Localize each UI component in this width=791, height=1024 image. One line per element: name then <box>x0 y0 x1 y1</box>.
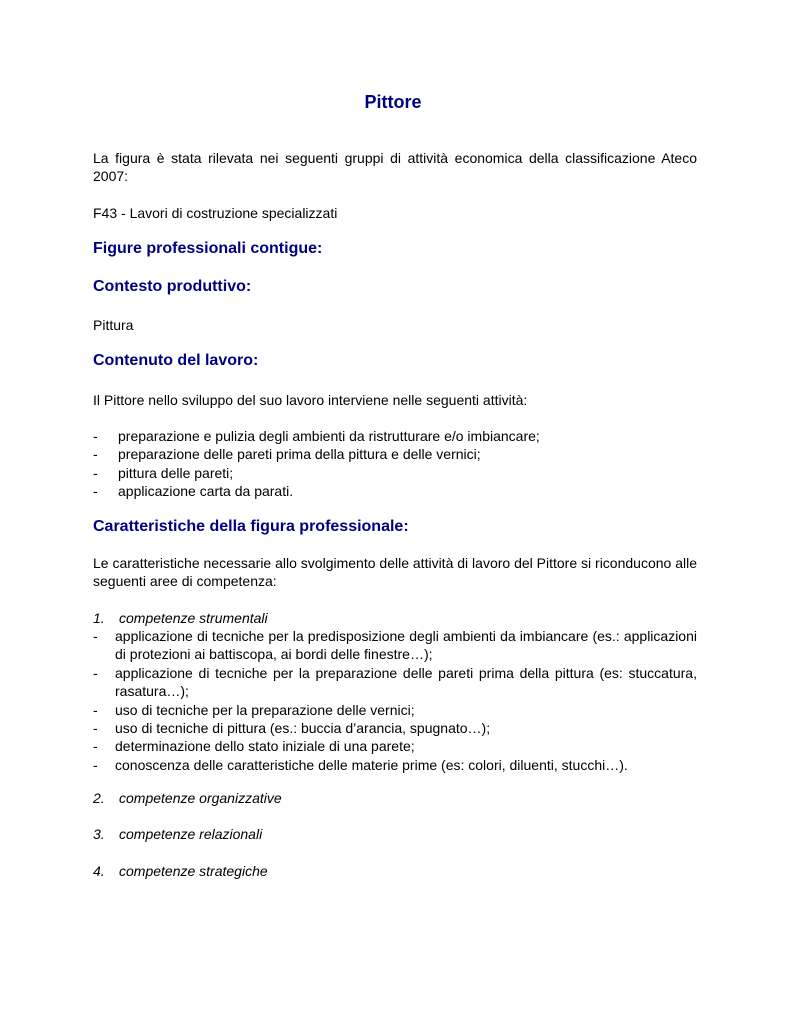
list-item <box>93 464 697 482</box>
activity-text: preparazione delle pareti prima della pittura e delle vernici; <box>118 446 481 463</box>
strumentali-text: determinazione dello stato iniziale di una parete; <box>115 738 415 755</box>
strumentali-text: uso di tecniche di pittura (es.: buccia d’arancia, spugnato…); <box>115 720 491 737</box>
competence-1: 1. competenze strumentali <box>93 610 268 626</box>
activity-text: applicazione carta da parati. <box>118 483 294 500</box>
heading-figure-contigue: Figure professionali contigue: <box>93 240 323 257</box>
list-item <box>93 756 697 774</box>
activity-text: pittura delle pareti; <box>118 464 234 481</box>
competence-4: 4. competenze strategiche <box>93 863 268 879</box>
intro-paragraph: La figura è stata rilevata nei seguenti gruppi di attività economica della classificazione Ateco 2007: <box>93 150 697 184</box>
list-item <box>93 482 697 500</box>
page-title: Pittore <box>364 92 422 112</box>
ateco-group: F43 - Lavori di costruzione specializzati <box>93 205 338 221</box>
heading-caratteristiche: Caratteristiche della figura professionale: <box>93 518 409 535</box>
bullet-marker: - <box>93 738 98 755</box>
activities-list <box>93 427 697 501</box>
bullet-marker: - <box>93 628 98 644</box>
competence-2: 2. competenze organizzative <box>93 790 282 806</box>
strumentali-text: uso di tecniche per la preparazione delle vernici; <box>115 701 415 718</box>
bullet-marker: - <box>93 446 98 463</box>
bullet-marker: - <box>93 720 98 737</box>
list-item <box>93 627 697 664</box>
strumentali-text: applicazione di tecniche per la predisposizione degli ambienti da imbiancare (es.: applicazioni di protezioni ai battiscopa, ai bordi delle finestre…); <box>115 628 697 663</box>
list-item <box>93 664 697 701</box>
caratteristiche-intro: Le caratteristiche necessarie allo svolgimento delle attività di lavoro del Pittore si riconducono alle seguenti aree di competenza: <box>93 555 697 589</box>
strumentali-text: applicazione di tecniche per la preparazione delle pareti prima della pittura (es: stuccatura, rasatura…); <box>115 664 697 700</box>
list-item <box>93 719 697 737</box>
bullet-marker: - <box>93 464 98 481</box>
heading-contesto-produttivo: Contesto produttivo: <box>93 278 252 295</box>
bullet-marker: - <box>93 701 98 718</box>
contenuto-intro: Il Pittore nello sviluppo del suo lavoro interviene nelle seguenti attività: <box>93 392 528 408</box>
strumentali-list <box>93 627 697 774</box>
list-item <box>93 445 697 463</box>
activity-text: preparazione e pulizia degli ambienti da ristrutturare e/o imbiancare; <box>118 428 540 444</box>
bullet-marker: - <box>93 756 98 773</box>
contesto-text: Pittura <box>93 317 134 333</box>
heading-contenuto-lavoro: Contenuto del lavoro: <box>93 352 259 369</box>
competence-3: 3. competenze relazionali <box>93 826 263 842</box>
list-item <box>93 737 697 755</box>
list-item <box>93 427 697 445</box>
bullet-marker: - <box>93 428 98 444</box>
strumentali-text: conoscenza delle caratteristiche delle materie prime (es: colori, diluenti, stucchi…). <box>115 756 628 773</box>
bullet-marker: - <box>93 483 98 500</box>
bullet-marker: - <box>93 664 98 681</box>
list-item <box>93 701 697 719</box>
